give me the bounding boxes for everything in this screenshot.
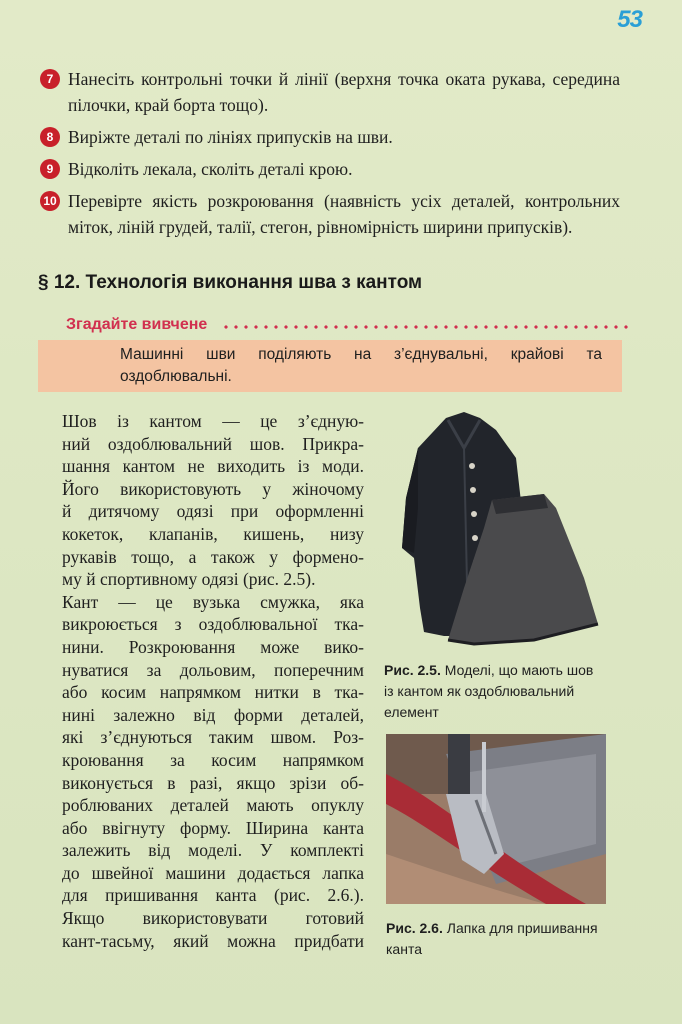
recall-label: Згадайте вивчене: [66, 316, 208, 333]
text-line: нуватися за дольовим, поперечним: [62, 659, 364, 680]
text-line: кант-тасьму, який можна придбати: [62, 930, 364, 951]
text-line: й дитячому одязі при оформленні: [62, 501, 364, 522]
text-line: виконується в разі, якщо зрізи об-: [62, 772, 364, 793]
text-line: кроювання за косим напрямком: [62, 749, 364, 770]
figure-caption-text: Лапка для пришивання канта: [386, 920, 598, 957]
text-line: нини. Розкроювання може вико-: [62, 636, 364, 657]
text-line: Його використовують у жіночому: [62, 478, 364, 499]
text-line: для пришивання канта (рис. 2.6.).: [62, 885, 364, 906]
figure-label: Рис. 2.5.: [384, 662, 441, 678]
text-line: до швейної машини додається лапка: [62, 862, 364, 883]
text-line: рукавів тощо, а також у формено-: [62, 546, 364, 567]
text-line: які з’єднуються таким швом. Роз-: [62, 727, 364, 748]
dotted-divider: [221, 325, 628, 329]
recall-box: [38, 340, 622, 392]
list-item: [40, 188, 620, 240]
step-text: Відколіть лекала, сколіть деталі крою.: [68, 159, 353, 179]
recall-text: Машинні шви поділяють на з’єднувальні, крайові та оздоблювальні.: [120, 346, 602, 385]
figure-caption-text: Моделі, що мають шов із кантом як оздоблювальний елемент: [384, 662, 594, 720]
recall-header: [38, 312, 628, 338]
section-title: § 12. Технологія виконання шва з кантом: [38, 272, 423, 293]
page-number: 53: [617, 6, 642, 33]
text-line: Шов із кантом — це з’єдную-: [62, 411, 364, 431]
text-line: Кант — це вузька смужка, яка: [62, 591, 364, 612]
figure-label: Рис. 2.6.: [386, 920, 443, 936]
step-number-badge: 9: [40, 159, 60, 179]
text-line: му й спортивному одязі (рис. 2.5).: [62, 569, 316, 590]
figure-caption: [384, 660, 604, 723]
list-item: [40, 124, 620, 150]
text-line: роблюваних деталей мають опуклу: [62, 795, 364, 816]
step-text: Виріжте деталі по лініях припусків на шви.: [68, 127, 393, 147]
step-number-badge: 8: [40, 127, 60, 147]
presser-foot-photo: [386, 734, 606, 904]
text-line: або ввігнуту форму. Ширина канта: [62, 817, 364, 838]
text-line: залежить від моделі. У комплекті: [62, 840, 364, 861]
text-line: кокеток, клапанів, кишень, низу: [62, 523, 364, 544]
text-line: Якщо використовувати готовий: [62, 908, 364, 929]
step-text: Нанесіть контрольні точки й лінії (верхня точка оката рукава, середина пілочки, край борта тощо).: [68, 69, 620, 115]
list-item: [40, 156, 620, 182]
step-list: [40, 66, 620, 246]
step-number-badge: 7: [40, 69, 60, 89]
body-text: [62, 410, 364, 952]
figure-caption: [386, 918, 606, 960]
text-line: викроюється з оздоблювальної тка-: [62, 614, 364, 635]
coat-and-skirt-image: [384, 408, 614, 648]
text-line: шання кантом не виходить із моди.: [62, 456, 364, 477]
list-item: [40, 66, 620, 118]
step-number-badge: 10: [40, 191, 60, 211]
text-line: нині залежно від форми деталей,: [62, 704, 364, 725]
step-text: Перевірте якість розкроювання (наявність усіх деталей, контрольних міток, ліній грудей, талії, стегон, рівномірність ширини припусків).: [68, 191, 620, 237]
text-line: ний оздоблювальний шов. Прикра-: [62, 433, 364, 454]
text-line: або косим напрямком нитки в тка-: [62, 682, 364, 703]
